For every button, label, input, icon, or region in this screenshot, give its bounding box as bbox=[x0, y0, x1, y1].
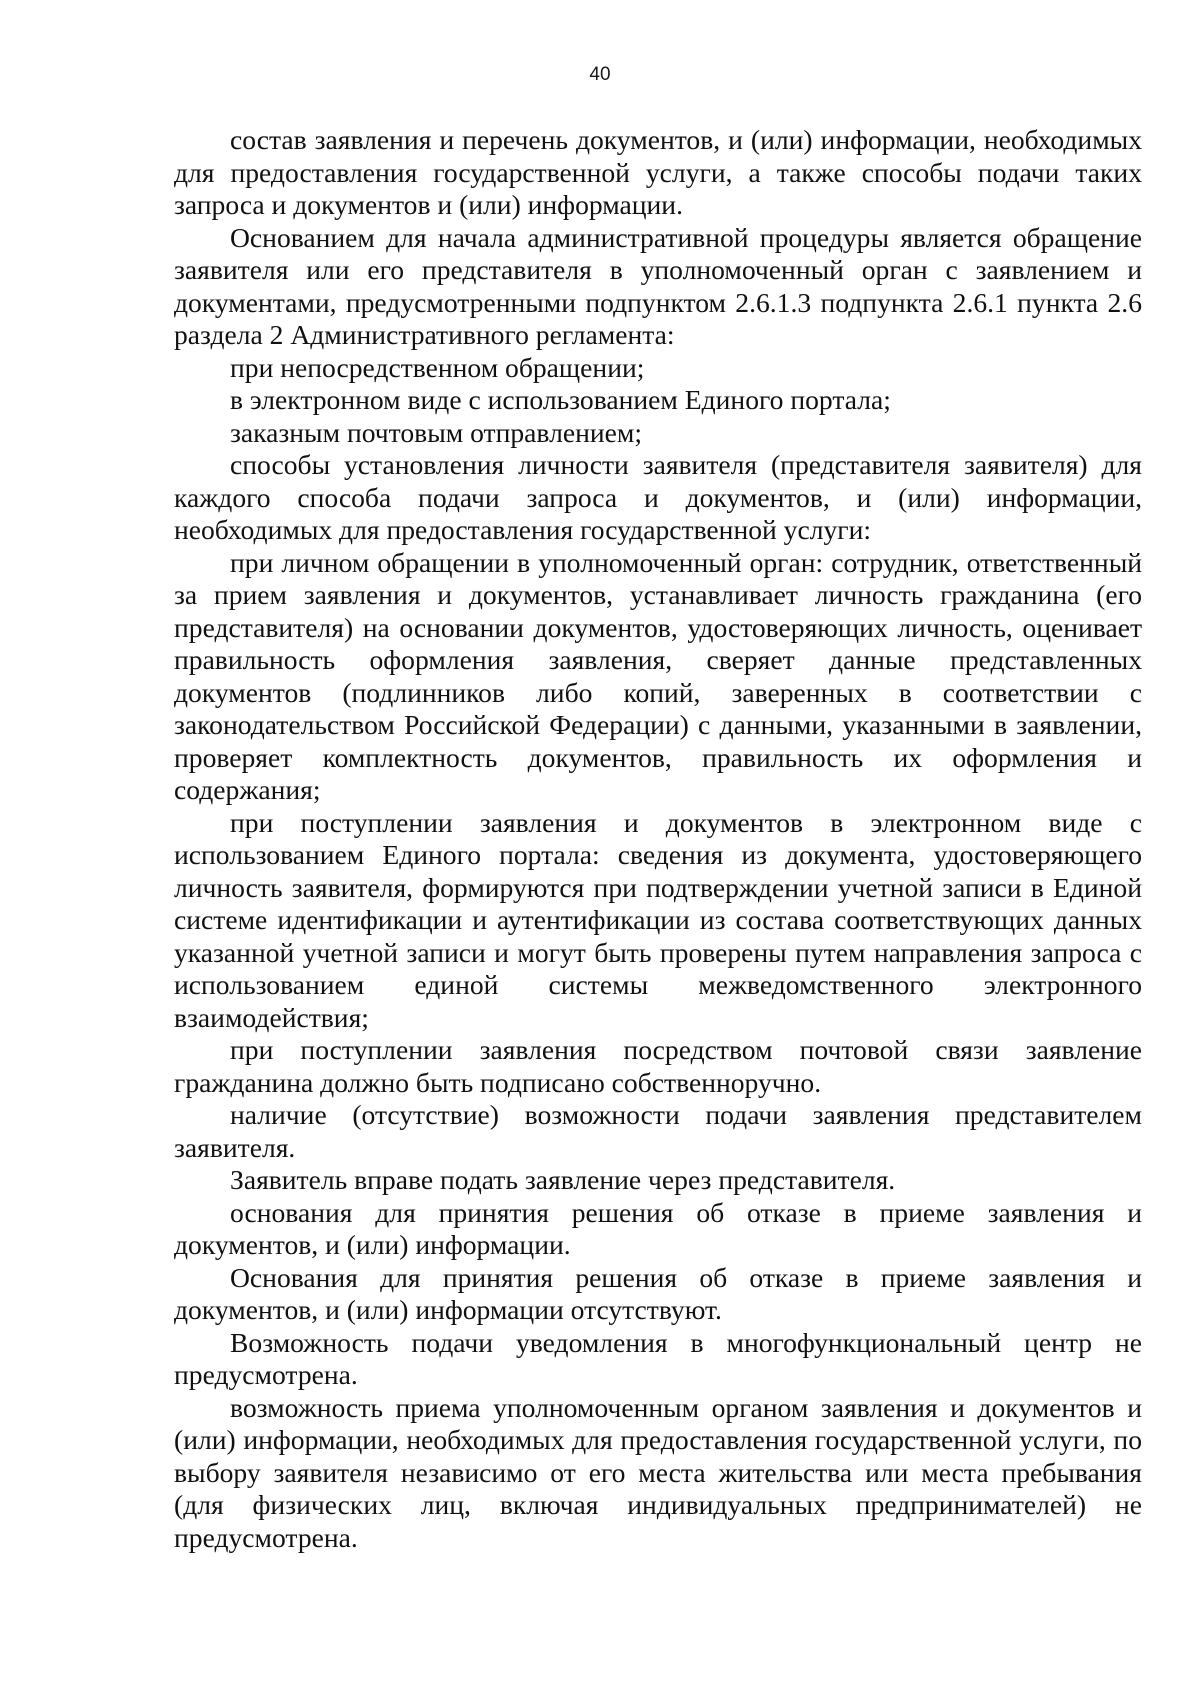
paragraph: Возможность подачи уведомления в многофункциональный центр не предусмотрена. bbox=[174, 1326, 1142, 1390]
paragraph: состав заявления и перечень документов, и (или) информации, необходимых для предоставления государственной услуги, а также способы подачи таких запроса и документов и (или) информации. bbox=[174, 124, 1142, 220]
paragraph: при непосредственном обращении; bbox=[230, 351, 645, 383]
paragraph: основания для принятия решения об отказе в приеме заявления и документов, и (или) информации. bbox=[174, 1196, 1142, 1260]
paragraph: Заявитель вправе подать заявление через представителя. bbox=[230, 1164, 896, 1195]
paragraph: способы установления личности заявителя (представителя заявителя) для каждого способа подачи запроса и документов, и (или) информации, необходимых для предоставления государственной услуги: bbox=[174, 449, 1142, 545]
paragraph: при поступлении заявления посредством почтовой связи заявление гражданина должно быть подписано собственноручно. bbox=[174, 1034, 1142, 1098]
paragraph: возможность приема уполномоченным органом заявления и документов и (или) информации, необходимых для предоставления государственной услуги, по выбору заявителя независимо от его места жительства или места пребывания (для физических лиц, включая индивидуальных предпринимателей) не предусмотрена. bbox=[174, 1391, 1142, 1553]
paragraph: заказным почтовым отправлением; bbox=[230, 416, 642, 448]
page-number: 40 bbox=[589, 64, 611, 85]
paragraph: при личном обращении в уполномоченный орган: сотрудник, ответственный за прием заявления и документов, устанавливает личность гражданина (его представителя) на основании документов, удостоверяющих личность, оценивает правильность оформления заявления, сверяет данные представленных документов (подлинников либо копий, заверенных в соответствии с законодательством Российской Федерации) с данными, указанными в заявлении, проверяет комплектность документов, правильность их оформления и содержания; bbox=[174, 546, 1142, 805]
body-text bbox=[174, 124, 1142, 1554]
paragraph: при поступлении заявления и документов в электронном виде с использованием Единого портала: сведения из документа, удостоверяющего личность заявителя, формируются при подтверждении учетной записи в Единой системе идентификации и аутентификации из состава соответствующих данных указанной учетной записи и могут быть проверены путем направления запроса с использованием единой системы межведомственного электронного взаимодействия; bbox=[174, 806, 1142, 1033]
paragraph: в электронном виде с использованием Единого портала; bbox=[230, 384, 891, 415]
paragraph: Основанием для начала административной процедуры является обращение заявителя или его представителя в уполномоченный орган с заявлением и документами, предусмотренными подпунктом 2.6.1.3 подпункта 2.6.1 пункта 2.6 раздела 2 Административного регламента: bbox=[174, 221, 1142, 350]
paragraph: Основания для принятия решения об отказе в приеме заявления и документов, и (или) информации отсутствуют. bbox=[174, 1261, 1142, 1325]
paragraph: наличие (отсутствие) возможности подачи заявления представителем заявителя. bbox=[174, 1099, 1142, 1163]
